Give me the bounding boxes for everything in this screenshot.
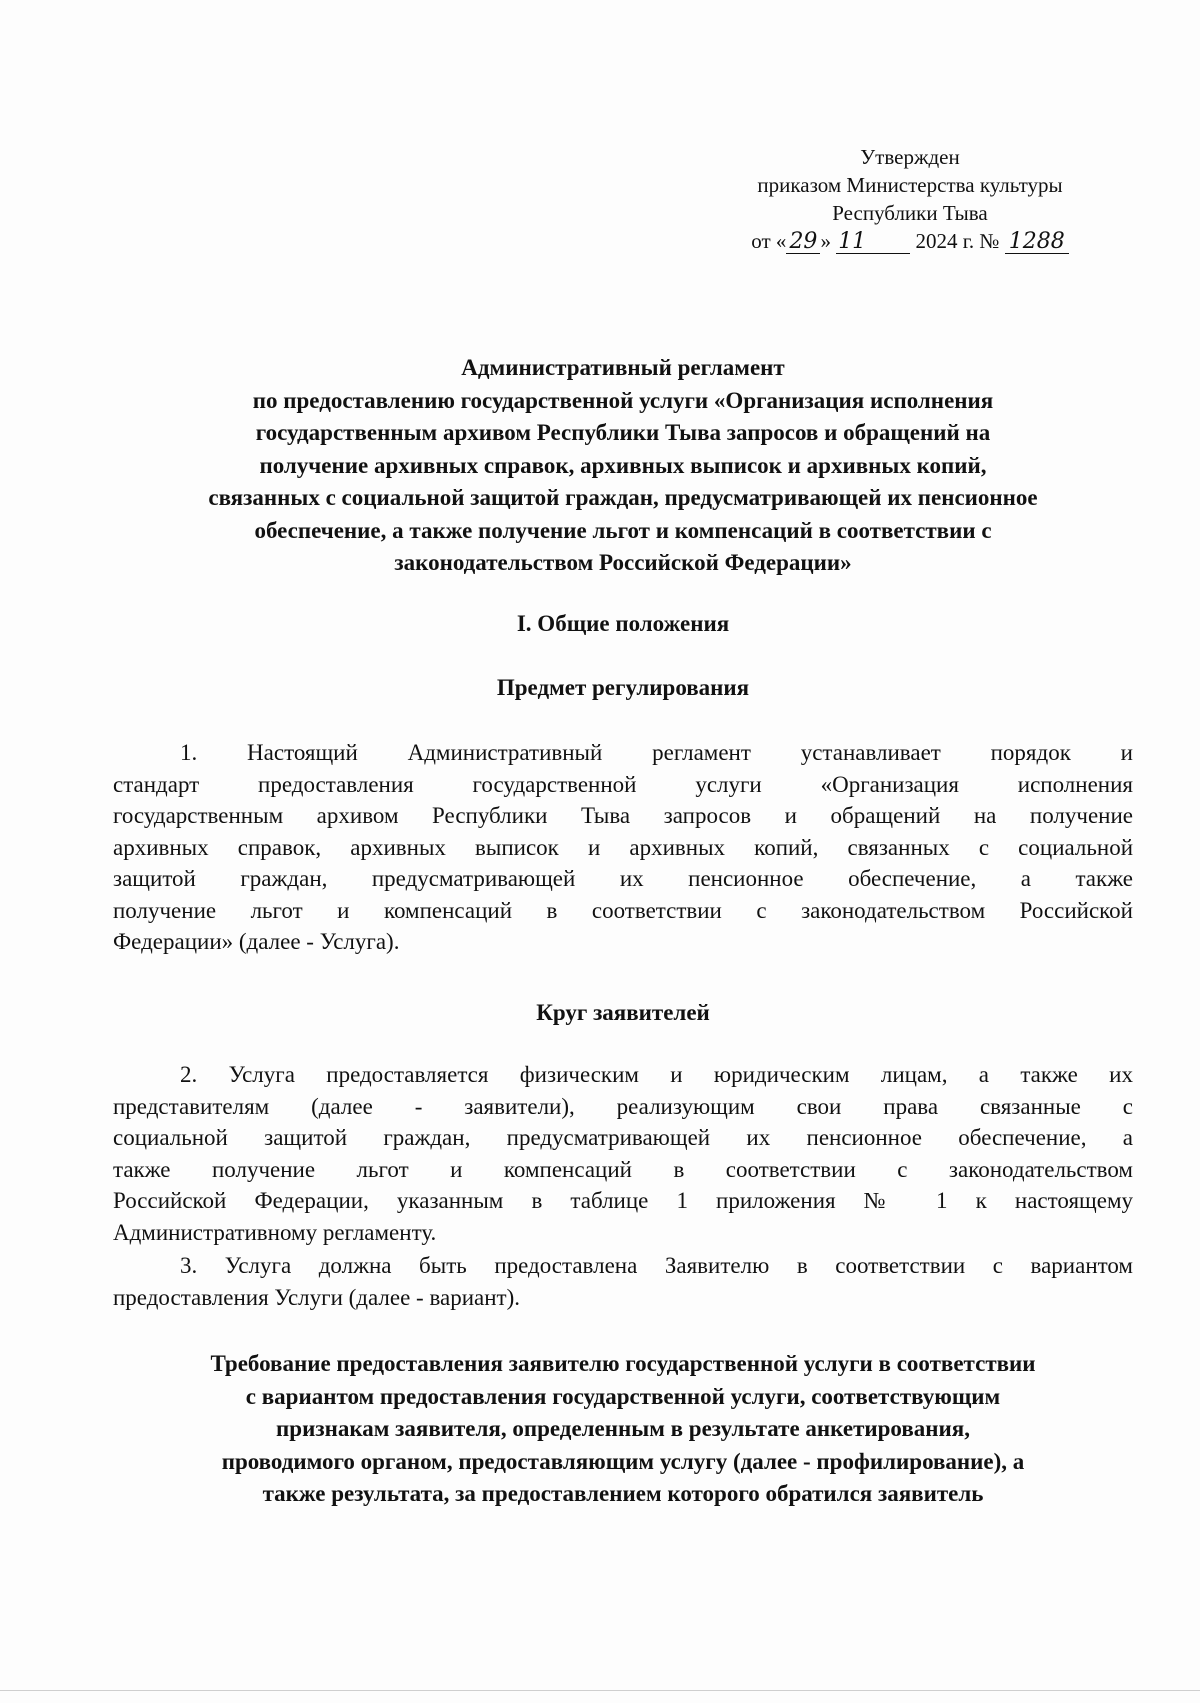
- title-line: обеспечение, а также получение льгот и компенсаций в соответствии с: [254, 517, 992, 543]
- date-prefix: от «: [751, 229, 787, 253]
- approval-line-1: Утвержден: [860, 145, 960, 169]
- date-year: 2024 г. №: [915, 229, 1000, 253]
- paragraph-1: [113, 737, 1133, 958]
- paragraph-2: [113, 1059, 1133, 1248]
- title-line: по предоставлению государственной услуги «Организация исполнения: [252, 387, 994, 413]
- requirement-line: проводимого органом, предоставляющим услугу (далее - профилирование), а: [221, 1448, 1025, 1474]
- handwritten-day: 29: [786, 231, 820, 254]
- handwritten-month: 11: [836, 231, 910, 254]
- approval-block: [720, 143, 1100, 255]
- paragraph-line: 2. Услуга предоставляется физическим и юридическим лицам, а также их: [180, 1062, 1133, 1087]
- handwritten-order-number: 1288: [1005, 231, 1069, 254]
- title-line: Административный регламент: [461, 355, 785, 380]
- scan-edge-line: [0, 1690, 1200, 1691]
- requirement-line: Требование предоставления заявителю государственной услуги в соответствии: [210, 1351, 1036, 1376]
- title-line: законодательством Российской Федерации»: [394, 550, 852, 575]
- paragraph-line: стандарт предоставления государственной услуги «Организация исполнения: [113, 771, 1133, 797]
- approval-date-line: [720, 227, 1100, 255]
- paragraph-line: получение льгот и компенсаций в соответствии с законодательством Российской: [113, 897, 1133, 923]
- subject-heading: Предмет регулирования: [496, 675, 750, 700]
- paragraph-line: предоставления Услуги (далее - вариант).: [113, 1284, 521, 1310]
- section-heading: I. Общие положения: [516, 611, 730, 636]
- paragraph-line: также получение льгот и компенсаций в соответствии с законодательством: [113, 1156, 1133, 1182]
- requirement-line: с вариантом предоставления государственной услуги, соответствующим: [245, 1383, 1001, 1409]
- applicants-heading: Круг заявителей: [536, 1000, 710, 1025]
- paragraph-line: 1. Настоящий Административный регламент устанавливает порядок и: [180, 740, 1133, 765]
- requirement-line: также результата, за предоставлением которого обратился заявитель: [262, 1481, 984, 1506]
- document-title: [112, 352, 1134, 580]
- title-line: связанных с социальной защитой граждан, предусматривающей их пенсионное: [208, 485, 1038, 510]
- paragraph-3: [113, 1250, 1133, 1313]
- paragraph-line: 3. Услуга должна быть предоставлена Заявителю в соответствии с вариантом: [180, 1253, 1133, 1278]
- paragraph-line: государственным архивом Республики Тыва запросов и обращений на получение: [113, 803, 1133, 828]
- paragraph-line: Федерации» (далее - Услуга).: [113, 929, 400, 954]
- date-mid: »: [820, 229, 831, 253]
- paragraph-line: представителям (далее - заявители), реализующим свои права связанные с: [113, 1093, 1133, 1119]
- requirement-heading: [112, 1348, 1134, 1511]
- approval-line-2: приказом Министерства культуры: [757, 173, 1063, 197]
- title-line: получение архивных справок, архивных выписок и архивных копий,: [259, 452, 987, 478]
- approval-line-3: Республики Тыва: [832, 201, 988, 225]
- paragraph-line: Российской Федерации, указанным в таблице 1 приложения № 1 к настоящему: [113, 1188, 1133, 1213]
- paragraph-line: архивных справок, архивных выписок и архивных копий, связанных с социальной: [113, 834, 1133, 860]
- paragraph-line: Административному регламенту.: [113, 1219, 437, 1245]
- title-line: государственным архивом Республики Тыва запросов и обращений на: [255, 420, 991, 445]
- paragraph-line: социальной защитой граждан, предусматривающей их пенсионное обеспечение, а: [113, 1125, 1133, 1150]
- requirement-line: признакам заявителя, определенным в результате анкетирования,: [276, 1416, 970, 1441]
- paragraph-line: защитой граждан, предусматривающей их пенсионное обеспечение, а также: [113, 866, 1133, 891]
